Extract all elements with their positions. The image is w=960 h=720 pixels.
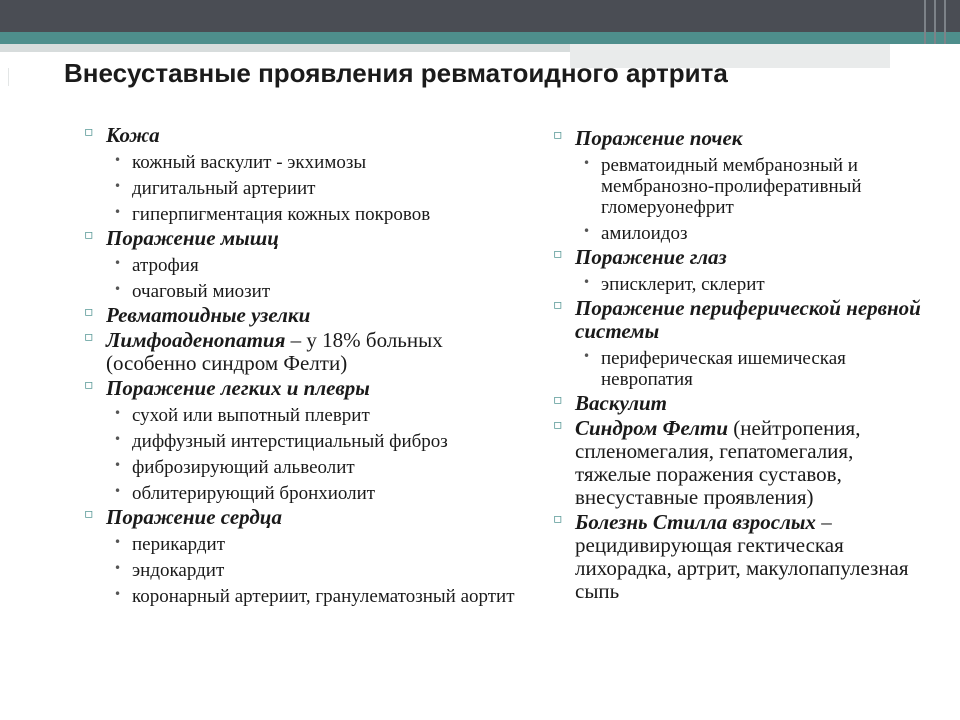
section-heading: Ревматоидные узелки xyxy=(106,303,311,327)
list-item-text: очаговый миозит xyxy=(132,281,271,302)
section-heading: Поражение почек xyxy=(575,126,743,150)
list-item xyxy=(577,223,933,244)
list-item-text: эписклерит, склерит xyxy=(601,274,765,295)
dot-bullet-icon: • xyxy=(114,282,122,296)
list-item xyxy=(108,457,524,478)
list-item-text: фиброзирующий альвеолит xyxy=(132,457,355,478)
list-item-text: диффузный интерстициальный фиброз xyxy=(132,431,448,452)
list-item-text: периферическая ишемическая невропатия xyxy=(601,348,846,390)
list-item xyxy=(108,405,524,426)
square-bullet-icon: ▫ xyxy=(84,506,94,522)
list-item-text: гиперпигментация кожных покровов xyxy=(132,204,431,225)
list-item-text: коронарный артериит, гранулематозный аортит xyxy=(132,586,515,607)
section-васкулит xyxy=(553,392,933,415)
section-heading: Поражение мышц xyxy=(106,226,279,250)
section-поражение-сердца xyxy=(84,506,524,607)
dot-bullet-icon: • xyxy=(114,153,122,167)
section-лимфоаденопатия xyxy=(84,329,524,375)
list-item-text: облитерирующий бронхиолит xyxy=(132,483,376,504)
list-item xyxy=(108,152,524,173)
list-item-text: перикардит xyxy=(132,534,226,555)
list-item-text: сухой или выпотный плеврит xyxy=(132,405,370,426)
section-поражение-легких-и-плевры xyxy=(84,377,524,504)
section-heading: Синдром Фелти xyxy=(575,416,729,440)
list-item xyxy=(108,255,524,276)
square-bullet-icon: ▫ xyxy=(553,392,563,408)
dot-bullet-icon: • xyxy=(583,156,591,170)
section-heading: Лимфоаденопатия xyxy=(106,328,286,352)
dot-bullet-icon: • xyxy=(583,224,591,238)
list-item xyxy=(108,178,524,199)
corner-decor-lines xyxy=(922,0,952,44)
section-heading: Поражение сердца xyxy=(106,505,282,529)
dot-bullet-icon: • xyxy=(114,458,122,472)
square-bullet-icon: ▫ xyxy=(553,246,563,262)
list-item xyxy=(577,155,933,218)
section-болезнь-стилла-взрослых xyxy=(553,511,933,603)
section-description: (нейтропения, спленомегалия, гепатомегалия, тяжелые поражения суставов, внесуставные проявления) xyxy=(575,416,861,509)
section-поражение-почек xyxy=(553,127,933,244)
list-item-text: амилоидоз xyxy=(601,223,688,244)
square-bullet-icon: ▫ xyxy=(553,511,563,527)
dot-bullet-icon: • xyxy=(114,205,122,219)
dot-bullet-icon: • xyxy=(114,256,122,270)
left-column-list xyxy=(84,122,524,607)
square-bullet-icon: ▫ xyxy=(553,417,563,433)
list-item xyxy=(108,534,524,555)
square-bullet-icon: ▫ xyxy=(84,227,94,243)
dot-bullet-icon: • xyxy=(114,432,122,446)
section-поражение-мышц xyxy=(84,227,524,302)
section-синдром-фелти xyxy=(553,417,933,509)
section-ревматоидные-узелки xyxy=(84,304,524,327)
section-кожа xyxy=(84,124,524,225)
right-column-list xyxy=(553,125,933,603)
side-decor-line xyxy=(8,68,9,86)
section-поражение-глаз xyxy=(553,246,933,295)
square-bullet-icon: ▫ xyxy=(553,127,563,143)
section-heading: Поражение легких и плевры xyxy=(106,376,370,400)
dot-bullet-icon: • xyxy=(583,275,591,289)
section-heading: Болезнь Стилла взрослых xyxy=(575,510,816,534)
list-item xyxy=(108,431,524,452)
dot-bullet-icon: • xyxy=(583,349,591,363)
accent-decor-band xyxy=(0,32,960,44)
dot-bullet-icon: • xyxy=(114,535,122,549)
square-bullet-icon: ▫ xyxy=(84,304,94,320)
dot-bullet-icon: • xyxy=(114,587,122,601)
section-heading: Васкулит xyxy=(575,391,668,415)
section-heading: Поражение периферической нервной системы xyxy=(575,296,921,343)
list-item xyxy=(108,586,524,607)
top-decor-band xyxy=(0,0,960,32)
section-heading: Кожа xyxy=(106,123,160,147)
dot-bullet-icon: • xyxy=(114,484,122,498)
list-item xyxy=(108,483,524,504)
square-bullet-icon: ▫ xyxy=(553,297,563,313)
list-item xyxy=(108,204,524,225)
list-item-text: ревматоидный мембранозный и мембранозно-пролиферативный гломеруонефрит xyxy=(601,155,862,218)
square-bullet-icon: ▫ xyxy=(84,124,94,140)
section-description: – у 18% больных (особенно синдром Фелти) xyxy=(106,328,443,375)
list-item-text: атрофия xyxy=(132,255,199,276)
square-bullet-icon: ▫ xyxy=(84,377,94,393)
list-item-text: кожный васкулит - экхимозы xyxy=(132,152,367,173)
dot-bullet-icon: • xyxy=(114,406,122,420)
section-description: – рецидивирующая гектическая лихорадка, артрит, макулопапулезная сыпь xyxy=(575,510,909,603)
list-item xyxy=(577,274,933,295)
dot-bullet-icon: • xyxy=(114,561,122,575)
list-item xyxy=(577,348,933,390)
list-item xyxy=(108,281,524,302)
list-item-text: эндокардит xyxy=(132,560,225,581)
list-item-text: дигитальный артериит xyxy=(132,178,316,199)
section-поражение-периферической-нервной-системы xyxy=(553,297,933,390)
dot-bullet-icon: • xyxy=(114,179,122,193)
square-bullet-icon: ▫ xyxy=(84,329,94,345)
list-item xyxy=(108,560,524,581)
slide-title: Внесуставные проявления ревматоидного артрита xyxy=(64,58,728,88)
section-heading: Поражение глаз xyxy=(575,245,727,269)
